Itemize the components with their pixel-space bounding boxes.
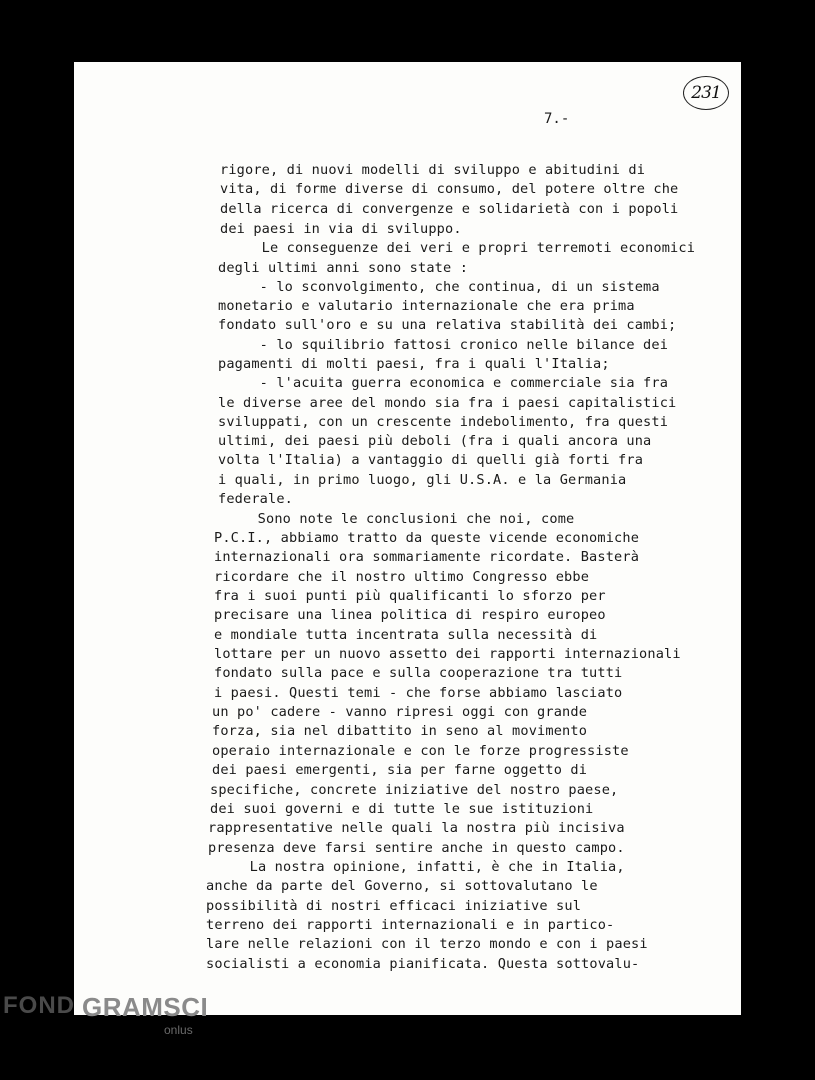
text-line: i quali, in primo luogo, gli U.S.A. e la Germania [218,472,627,488]
text-line: internazionali ora sommariamente ricordate. Basterà [214,549,640,565]
text-line: forza, sia nel dibattito in seno al movimento [212,723,588,739]
text-line: - l'acuita guerra economica e commerciale sia fra [218,375,669,391]
text-line: dei paesi in via di sviluppo. [220,221,462,237]
text-line: pagamenti di molti paesi, fra i quali l'Italia; [218,356,610,372]
text-line: specifiche, concrete iniziative del nostro paese, [210,782,619,798]
text-line: un po' cadere - vanno ripresi oggi con grande [212,704,588,720]
archive-number-stamp: 231 [683,76,729,110]
text-line: lottare per un nuovo assetto dei rapporti internazionali [214,646,681,662]
text-line: e mondiale tutta incentrata sulla necessità di [214,627,598,643]
text-line: rigore, di nuovi modelli di sviluppo e abitudini di [220,162,646,178]
text-line: fra i suoi punti più qualificanti lo sforzo per [214,588,606,604]
text-line: terreno dei rapporti internazionali e in partico- [206,917,615,933]
text-line: Sono note le conclusioni che noi, come [216,511,575,527]
text-line: La nostra opinione, infatti, è che in Italia, [208,859,625,875]
text-line: presenza deve farsi sentire anche in questo campo. [208,840,625,856]
text-line: - lo sconvolgimento, che continua, di un sistema [218,279,660,295]
text-line: ultimi, dei paesi più deboli (fra i quali ancora una [218,433,652,449]
text-line: monetario e valutario internazionale che era prima [218,298,635,314]
text-line: - lo squilibrio fattosi cronico nelle bilance dei [218,337,669,353]
text-line: precisare una linea politica di respiro europeo [214,607,606,623]
watermark-logo [0,988,215,1078]
text-line: possibilità di nostri efficaci iniziative sul [206,898,582,914]
text-line: dei paesi emergenti, sia per farne oggetto di [212,762,588,778]
text-line: federale. [218,491,294,507]
text-line: fondato sull'oro e su una relativa stabilità dei cambi; [218,317,677,333]
watermark-gramsci-text: GRAMSCI [82,992,209,1022]
text-line: operaio internazionale e con le forze progressiste [212,743,629,759]
text-line: lare nelle relazioni con il terzo mondo e con i paesi [206,936,648,952]
text-line: rappresentative nelle quali la nostra più incisiva [208,820,625,836]
text-line: Le conseguenze dei veri e propri terremoti economici [220,240,696,256]
text-line: anche da parte del Governo, si sottovalutano le [206,878,598,894]
text-line: dei suoi governi e di tutte le sue istituzioni [210,801,594,817]
text-line: i paesi. Questi temi - che forse abbiamo lasciato [214,685,623,701]
text-line: volta l'Italia) a vantaggio di quelli già forti fra [218,452,644,468]
text-line: socialisti a economia pianificata. Questa sottovalu- [206,956,640,972]
text-line: sviluppati, con un crescente indebolimento, fra questi [218,414,669,430]
text-line: le diverse aree del mondo sia fra i paesi capitalistici [218,395,677,411]
text-line: P.C.I., abbiamo tratto da queste vicende economiche [214,530,640,546]
text-line: fondato sulla pace e sulla cooperazione tra tutti [214,665,623,681]
watermark-onlus-text: onlus [164,1023,193,1037]
page-number: 7.- [544,111,570,127]
text-line: vita, di forme diverse di consumo, del potere oltre che [220,181,679,197]
text-line: ricordare che il nostro ultimo Congresso ebbe [214,569,590,585]
text-line: degli ultimi anni sono state : [218,260,469,276]
watermark-fond-text: FOND [3,992,75,1019]
text-line: della ricerca di convergenze e solidarietà con i popoli [220,201,679,217]
